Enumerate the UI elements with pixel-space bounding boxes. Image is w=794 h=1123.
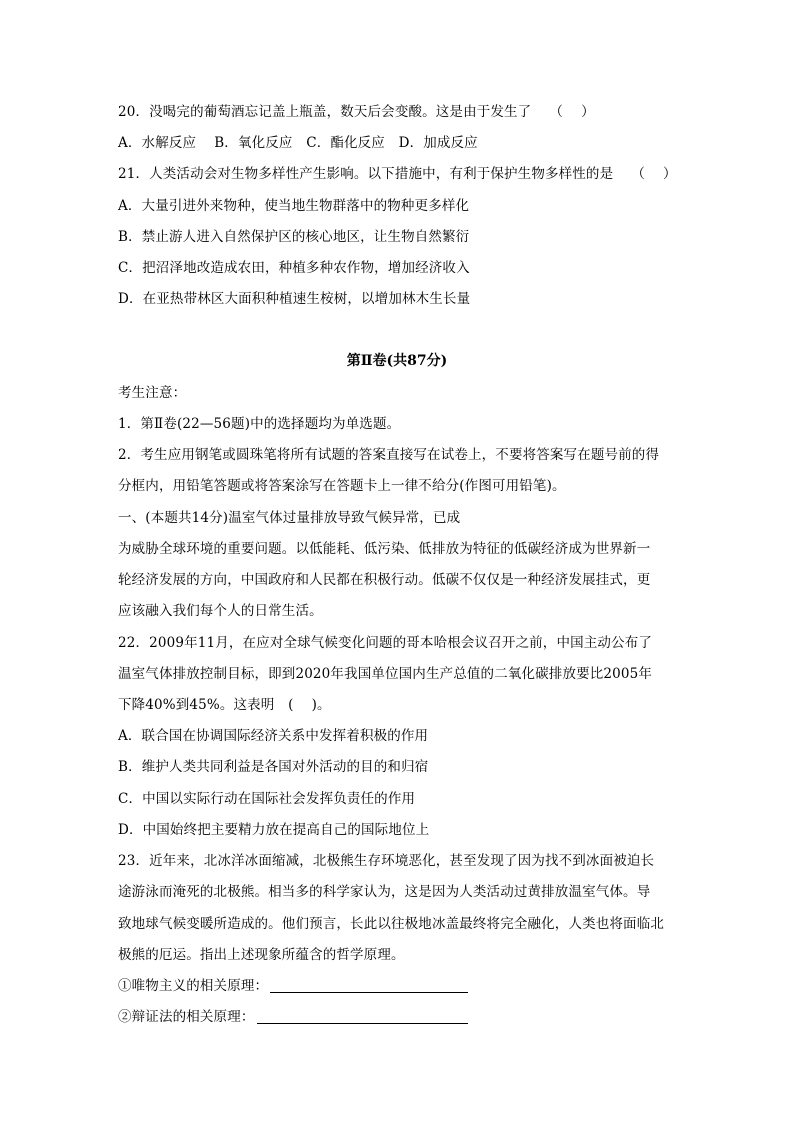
part-1-intro-line-4: 应该融入我们每个人的日常生活。 — [118, 603, 323, 619]
question-22-stem-line-3: 下降40%到45%。这表明 ( )。 — [118, 697, 331, 713]
question-21-option-d: D．在亚热带林区大面积种植速生桉树，以增加林木生长量 — [118, 291, 471, 307]
question-22-option-d: D．中国始终把主要精力放在提高自己的国际地位上 — [118, 822, 430, 838]
question-23-stem-line-2: 途游泳而淹死的北极熊。相当多的科学家认为，这是因为人类活动过黄排放温室气体。导 — [118, 884, 651, 900]
question-21-option-a: A．大量引进外来物种，使当地生物群落中的物种更多样化 — [118, 198, 470, 214]
question-21-stem: 21．人类活动会对生物多样性产生影响。以下措施中，有利于保护生物多样性的是 （ ） — [118, 166, 677, 182]
question-22-stem-line-1: 22．2009年11月，在应对全球气候变化问题的哥本哈根会议召开之前，中国主动公布了 — [118, 635, 653, 651]
question-23-stem-line-4: 极熊的厄运。指出上述现象所蕴含的哲学原理。 — [118, 947, 405, 963]
question-21-option-c: C．把沼泽地改造成农田，种植多种农作物，增加经济收入 — [118, 260, 470, 276]
question-22-stem-line-2: 温室气体排放控制目标，即到2020年我国单位国内生产总值的二氧化碳排放要比2005年 — [118, 666, 653, 682]
question-23-stem-line-3: 致地球气候变暖所造成的。他们预言，长此以往极地冰盖最终将完全融化，人类也将面临北 — [118, 916, 664, 932]
part-1-intro-line-2: 为威胁全球环境的重要问题。以低能耗、低污染、低排放为特征的低碳经济成为世界新一 — [118, 541, 651, 557]
answer-2-label: ②辩证法的相关原理： — [118, 1009, 255, 1025]
question-20-stem: 20．没喝完的葡萄酒忘记盖上瓶盖，数天后会变酸。这是由于发生了 （ ） — [118, 104, 595, 120]
question-22-option-b: B．维护人类共同利益是各国对外活动的目的和归宿 — [118, 759, 429, 775]
question-22-option-a: A．联合国在协调国际经济关系中发挥着积极的作用 — [118, 728, 429, 744]
answer-1-row — [118, 977, 468, 995]
notice-item-1: 1．第Ⅱ卷(22—56题)中的选择题均为单选题。 — [118, 416, 401, 432]
question-22-option-c: C．中国以实际行动在国际社会发挥负责任的作用 — [118, 791, 416, 807]
section-2-title: 第Ⅱ卷(共87分) — [346, 353, 448, 369]
question-21-option-b: B．禁止游人进入自然保护区的核心地区，让生物自然繁衍 — [118, 229, 470, 245]
part-1-intro-line-3: 轮经济发展的方向，中国政府和人民都在积极行动。低碳不仅仅是一种经济发展挂式，更 — [118, 572, 651, 588]
question-20-options: A．水解反应 B．氧化反应 C．酯化反应 D．加成反应 — [118, 135, 478, 151]
answer-2-row — [118, 1008, 468, 1026]
question-23-stem-line-1: 23．近年来，北冰洋冰面缩减，北极熊生存环境恶化，甚至发现了因为找不到冰面被迫长 — [118, 853, 655, 869]
notice-item-2-line-2: 分框内，用铅笔答题或将答案涂写在答题卡上一律不给分(作图可用铅笔)。 — [118, 478, 566, 494]
notice-item-2-line-1: 2．考生应用钢笔或圆珠笔将所有试题的答案直接写在试卷上，不要将答案写在题号前的得 — [118, 447, 660, 463]
part-1-intro-line-1: 一、(本题共14分)温室气体过量排放导致气候异常，已成 — [118, 510, 461, 526]
answer-1-blank[interactable] — [270, 978, 468, 993]
answer-1-label: ①唯物主义的相关原理： — [118, 978, 269, 994]
answer-2-blank[interactable] — [257, 1009, 468, 1024]
notice-heading: 考生注意： — [118, 385, 187, 401]
